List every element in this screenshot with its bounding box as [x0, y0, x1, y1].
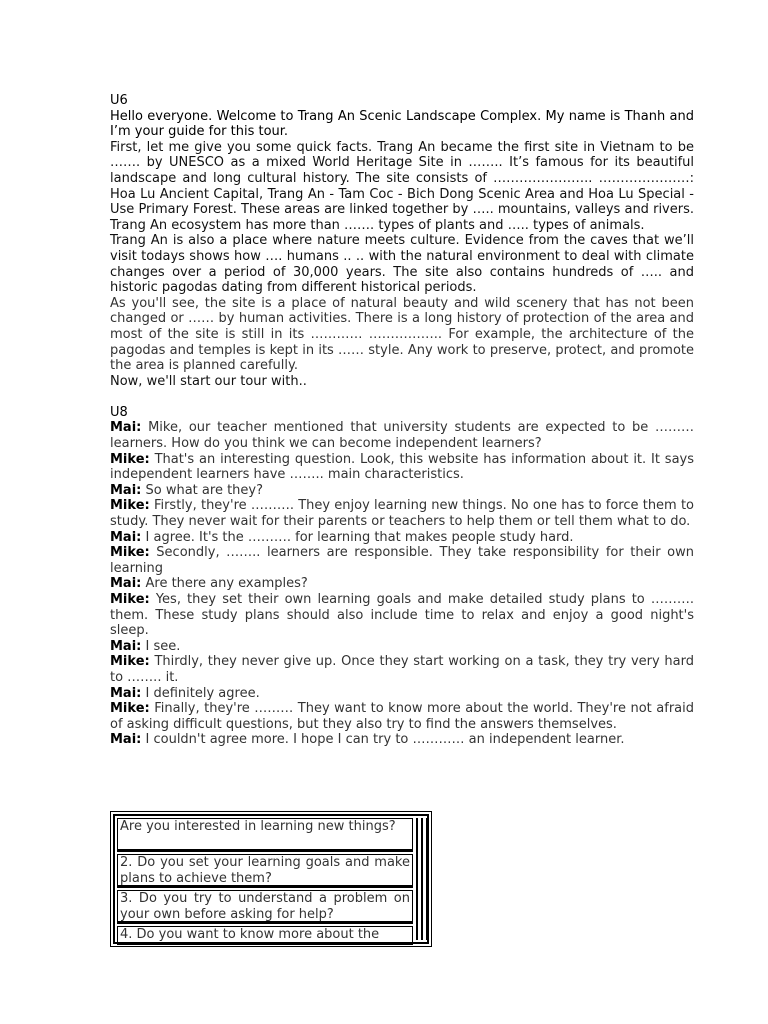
u6-paragraph-4: As you'll see, the site is a place of natural beauty and wild scenery that has not been changed or …… by human activities. There is a long history of protection of the area and most of the site is still in its ………… …………….. For example, the architecture of the pagodas and temples is kept in its …… style. Any work to preserve, protect, and promote the area is planned carefully.	[110, 295, 694, 374]
question-2-cell: 2. Do you set your learning goals and make plans to achieve them?	[117, 854, 413, 888]
dialogue-text: I couldn't agree more. I hope I can try to ………… an independent learner.	[141, 732, 625, 748]
dialogue-line	[110, 701, 694, 732]
table-column-rule	[421, 818, 423, 940]
dialogue-text: Yes, they set their own learning goals and make detailed study plans to ………. them. These study plans should also include time to relax and enjoy a good night's sleep.	[110, 592, 694, 639]
speaker-label: Mai:	[110, 529, 142, 545]
speaker-label: Mai:	[110, 576, 142, 592]
question-4-cell: 4. Do you want to know more about the	[117, 926, 413, 945]
dialogue-line	[110, 452, 694, 483]
dialogue-text: That's an interesting question. Look, this website has information about it. It says independent learners have …….. main characteristics.	[110, 451, 694, 483]
dialogue-text: I see.	[141, 638, 181, 654]
dialogue-line	[110, 483, 694, 499]
dialogue-text: Mike, our teacher mentioned that university students are expected to be ……… learners. How do you think we can become independent learners?	[110, 420, 694, 452]
dialogue-text: Firstly, they're ………. They enjoy learning new things. No one has to force them to study. They never wait for their parents or teachers to help them or tell them what to do.	[110, 498, 694, 530]
speaker-label: Mai:	[110, 732, 142, 748]
document-body	[110, 93, 694, 748]
dialogue-line	[110, 420, 694, 451]
table-column-rule	[426, 818, 427, 940]
dialogue-text: I agree. It's the ………. for learning that makes people study hard.	[141, 529, 574, 545]
speaker-label: Mai:	[110, 420, 142, 436]
speaker-label: Mike:	[110, 545, 150, 561]
questionnaire-table-inner	[113, 814, 429, 944]
question-3-cell: 3. Do you try to understand a problem on your own before asking for help?	[117, 890, 413, 924]
dialogue-line	[110, 654, 694, 685]
dialogue-text: Are there any examples?	[141, 576, 308, 592]
section-heading-u6: U6	[110, 93, 128, 108]
dialogue-line	[110, 530, 694, 546]
questionnaire-table	[110, 811, 432, 947]
dialogue-line	[110, 592, 694, 639]
dialogue-line	[110, 545, 694, 576]
dialogue-line	[110, 576, 694, 592]
dialogue-line	[110, 732, 694, 748]
speaker-label: Mai:	[110, 685, 142, 701]
dialogue-text: So what are they?	[141, 482, 263, 498]
section-heading-u8: U8	[110, 404, 128, 420]
speaker-label: Mai:	[110, 638, 142, 654]
spacer	[110, 389, 694, 405]
speaker-label: Mai:	[110, 482, 142, 498]
dialogue-line	[110, 686, 694, 702]
table-column-rule	[416, 818, 418, 940]
dialogue-line	[110, 639, 694, 655]
speaker-label: Mike:	[110, 451, 150, 467]
dialogue-line	[110, 498, 694, 529]
u6-paragraph-1: Hello everyone. Welcome to Trang An Scenic Landscape Complex. My name is Thanh and I’m your guide for this tour.	[110, 108, 694, 140]
question-1-cell: Are you interested in learning new things?	[117, 818, 413, 852]
u6-paragraph-5: Now, we'll start our tour with..	[110, 373, 307, 389]
u6-paragraph-2: First, let me give you some quick facts. Trang An became the first site in Vietnam to be ……. by UNESCO as a mixed World Heritage Site in …….. It’s famous for its beautiful landscape and long cultural history. The site consists of ………………….. …………………: Hoa Lu Ancient Capital, Trang An - Tam Coc - Bich Dong Scenic Area and Hoa Lu Special - Use Primary Forest. These areas are linked together by ….. mountains, valleys and rivers. Trang An ecosystem has more than ……. types of plants and ….. types of animals.	[110, 139, 694, 233]
speaker-label: Mike:	[110, 592, 150, 607]
speaker-label: Mike:	[110, 654, 150, 670]
dialogue	[110, 420, 694, 747]
dialogue-text: Thirdly, they never give up. Once they start working on a task, they try very hard to …….. it.	[110, 654, 694, 685]
speaker-label: Mike:	[110, 498, 150, 514]
dialogue-text: I definitely agree.	[141, 685, 260, 701]
u6-paragraph-3: Trang An is also a place where nature meets culture. Evidence from the caves that we’ll visit todays shows how …. humans .. .. with the natural environment to deal with climate changes over a period of 30,000 years. The site also contains hundreds of ….. and historic pagodas dating from different historical periods.	[110, 233, 694, 296]
dialogue-text: Secondly, …….. learners are responsible. They take responsibility for their own learning	[110, 545, 694, 576]
speaker-label: Mike:	[110, 701, 150, 717]
dialogue-text: Finally, they're ……… They want to know more about the world. They're not afraid of asking difficult questions, but they also try to find the answers themselves.	[110, 701, 694, 732]
